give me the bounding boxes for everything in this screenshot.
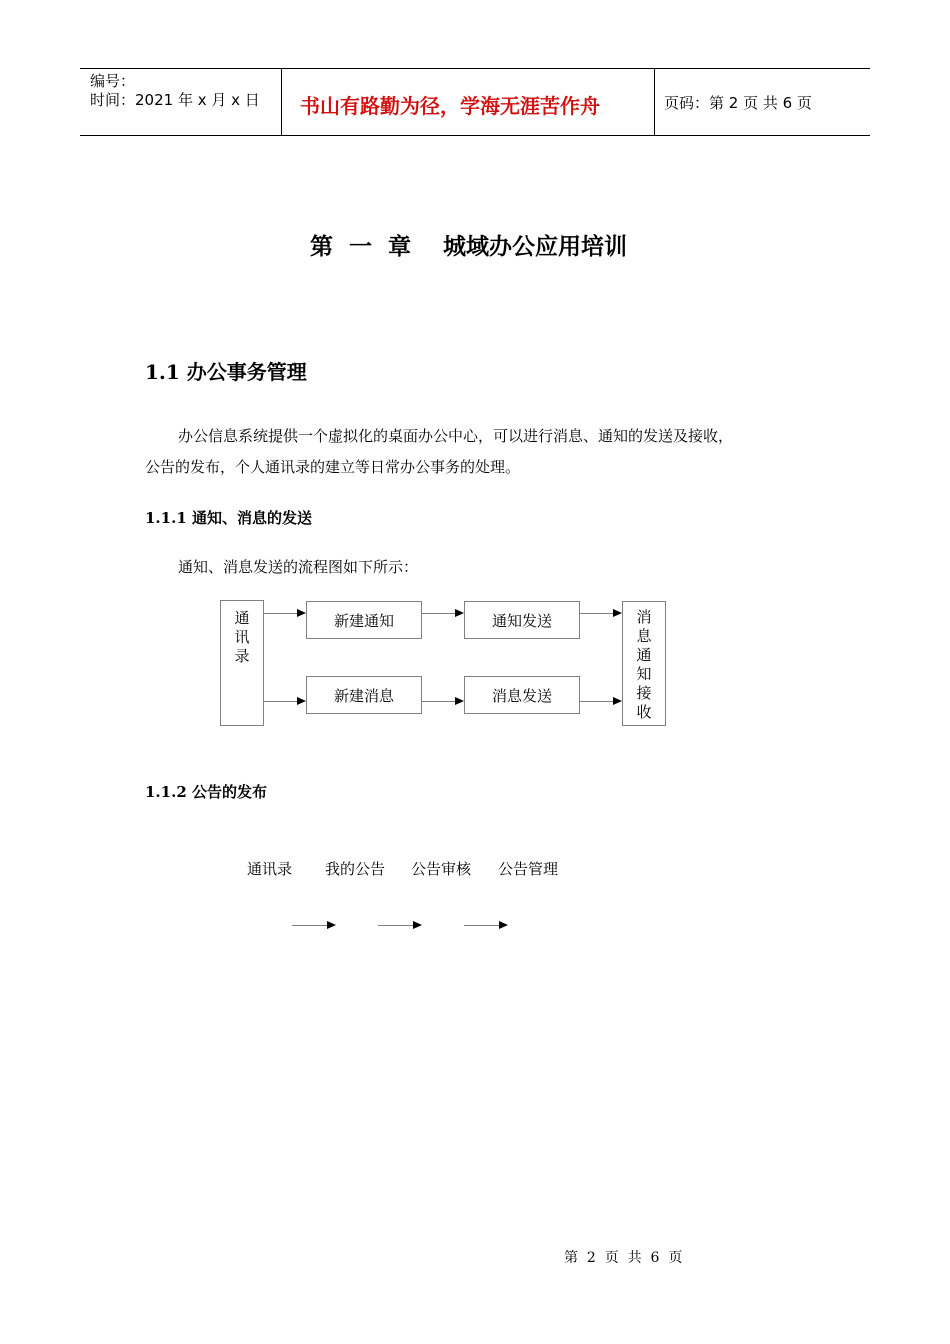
announce-step: 公告管理: [498, 860, 559, 878]
announce-step: 通讯录: [247, 860, 293, 878]
header-time-label: 时间：2021 年 x 月 x 日: [90, 91, 260, 109]
arrow-line: [580, 701, 613, 702]
arrow-head: [613, 697, 622, 705]
page-footer: 第 2 页 共 6 页: [564, 1250, 683, 1266]
section-heading-1-1-2: 1.1.2 公告的发布: [145, 783, 267, 801]
flow-notice-send: 通知发送: [464, 601, 580, 639]
arrow-head: [413, 921, 422, 929]
arrow-head: [455, 609, 464, 617]
announce-step: 公告审核: [411, 860, 472, 878]
section-heading-1-1: 1.1 办公事务管理: [145, 360, 307, 384]
arrow-line: [464, 925, 499, 926]
arrow-line: [378, 925, 413, 926]
arrow-line: [264, 701, 298, 702]
flow-source-address-book: [220, 600, 264, 726]
flow-receive: [622, 601, 666, 726]
header-motto: 书山有路勤为径，学海无涯苦作舟: [300, 94, 600, 118]
paragraph-line-1: 办公信息系统提供一个虚拟化的桌面办公中心，可以进行消息、通知的发送及接收，: [178, 427, 734, 445]
source-char: 通: [234, 609, 250, 627]
receive-char: 息: [636, 627, 652, 645]
arrow-head: [455, 697, 464, 705]
arrow-head: [499, 921, 508, 929]
receive-char: 消: [636, 608, 652, 626]
arrow-line: [580, 613, 613, 614]
flow-new-message: 新建消息: [306, 676, 422, 714]
arrow-line: [292, 925, 327, 926]
receive-char: 知: [636, 665, 652, 683]
flow-new-notice: 新建通知: [306, 601, 422, 639]
arrow-head: [297, 697, 306, 705]
announce-step: 我的公告: [325, 860, 386, 878]
header-top-rule: [80, 68, 870, 69]
section-heading-1-1-1: 1.1.1 通知、消息的发送: [145, 509, 312, 527]
arrow-line: [422, 701, 456, 702]
section-1-1-paragraph: [145, 421, 825, 483]
receive-char: 收: [636, 703, 652, 721]
paragraph-line-2: 公告的发布，个人通讯录的建立等日常办公事务的处理。: [145, 458, 521, 476]
source-char: 录: [234, 647, 250, 665]
header-page-label: 页码：第 2 页 共 6 页: [664, 94, 812, 112]
arrow-head: [327, 921, 336, 929]
header-number-label: 编号：: [90, 72, 136, 90]
header-divider-left: [281, 68, 282, 136]
flowchart-intro: 通知、消息发送的流程图如下所示：: [178, 558, 419, 576]
receive-char: 接: [636, 684, 652, 702]
chapter-title: 第 一 章 城域办公应用培训: [310, 234, 628, 260]
flow-message-send: 消息发送: [464, 676, 580, 714]
arrow-head: [297, 609, 306, 617]
source-char: 讯: [234, 628, 250, 646]
arrow-head: [613, 609, 622, 617]
header-bottom-rule: [80, 135, 870, 136]
receive-char: 通: [636, 646, 652, 664]
arrow-line: [264, 613, 298, 614]
header-divider-right: [654, 68, 655, 136]
arrow-line: [422, 613, 456, 614]
